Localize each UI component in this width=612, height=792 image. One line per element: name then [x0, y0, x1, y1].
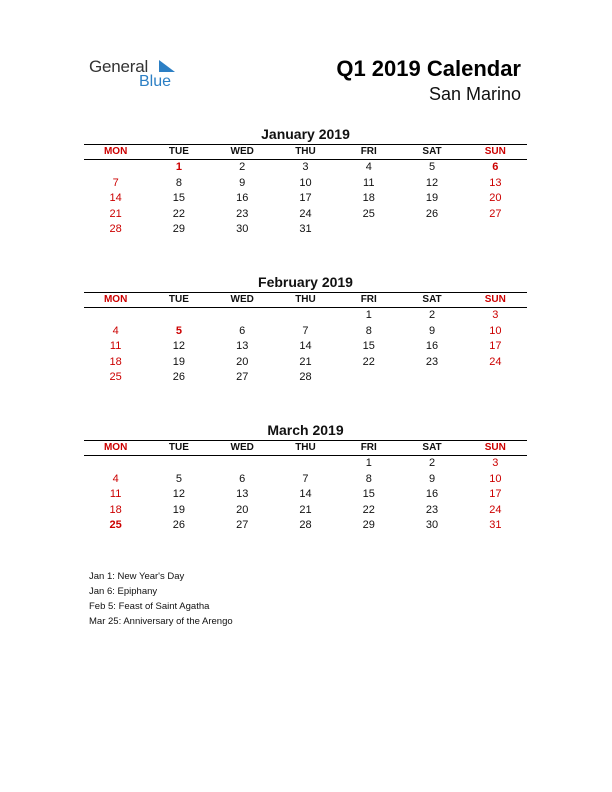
week-row	[84, 456, 527, 472]
weekday-label: TUE	[168, 146, 189, 157]
weekday-label: MON	[103, 146, 128, 157]
day-cell: 15	[172, 192, 186, 205]
month-title: January 2019	[261, 126, 350, 142]
weekday-label: WED	[230, 442, 254, 453]
day-cell: 21	[299, 503, 312, 516]
week-row	[84, 355, 527, 371]
weekday-label: THU	[295, 146, 316, 157]
day-cell: 11	[109, 488, 122, 501]
day-cell: 17	[299, 192, 312, 205]
day-cell: 10	[299, 176, 312, 189]
day-cell: 10	[489, 324, 502, 337]
day-cell: 23	[425, 503, 439, 516]
day-cell: 18	[362, 192, 375, 205]
month-grid	[84, 160, 527, 238]
logo-general: General	[89, 57, 149, 76]
day-cell: 3	[302, 161, 309, 173]
week-row	[84, 176, 527, 192]
weekday-label: SAT	[422, 442, 442, 453]
day-cell	[464, 222, 527, 238]
day-cell: 19	[425, 192, 439, 205]
day-cell: 11	[109, 340, 122, 353]
day-cell: 2	[428, 309, 436, 321]
day-cell	[337, 370, 400, 386]
weekday-label: THU	[295, 294, 316, 305]
weekday-label: FRI	[360, 294, 377, 305]
day-cell: 25	[362, 207, 375, 220]
day-cell: 1	[175, 161, 182, 173]
logo-flag-icon	[157, 59, 177, 73]
day-cell: 8	[365, 324, 372, 337]
day-cell: 23	[236, 207, 249, 220]
day-cell: 20	[236, 503, 249, 516]
day-cell: 21	[109, 207, 122, 220]
day-cell: 2	[239, 161, 246, 173]
day-cell: 8	[365, 472, 372, 485]
day-cell: 3	[492, 309, 499, 321]
day-cell: 31	[489, 519, 502, 532]
week-row	[84, 518, 527, 534]
day-cell: 22	[362, 355, 375, 368]
day-cell: 23	[425, 355, 439, 368]
day-cell	[147, 308, 210, 324]
weekday-label: MON	[103, 442, 128, 453]
holiday-notes	[89, 569, 233, 629]
day-cell: 12	[425, 176, 439, 189]
weekday-label: SUN	[484, 146, 506, 157]
day-cell: 4	[112, 472, 119, 485]
weekday-header	[84, 292, 527, 308]
day-cell: 27	[236, 519, 249, 532]
weekday-label: SAT	[422, 146, 442, 157]
day-cell: 30	[236, 223, 249, 236]
day-cell: 4	[112, 324, 119, 337]
day-cell: 18	[109, 355, 122, 368]
logo-blue: Blue	[139, 73, 172, 90]
week-row	[84, 222, 527, 238]
day-cell	[147, 456, 210, 472]
week-row	[84, 308, 527, 324]
day-cell	[211, 308, 274, 324]
day-cell: 3	[492, 457, 499, 469]
day-cell	[84, 160, 147, 176]
day-cell: 1	[365, 457, 372, 469]
day-cell: 5	[428, 161, 436, 173]
day-cell: 27	[489, 207, 502, 220]
weekday-label: TUE	[168, 442, 189, 453]
day-cell: 19	[172, 355, 186, 368]
day-cell: 6	[239, 324, 246, 337]
day-cell: 5	[175, 472, 182, 485]
day-cell: 16	[425, 340, 439, 353]
day-cell: 25	[109, 519, 122, 532]
day-cell: 14	[109, 192, 122, 205]
month-grid	[84, 308, 527, 386]
weekday-label: SUN	[484, 442, 506, 453]
day-cell: 4	[365, 161, 372, 173]
day-cell: 17	[489, 340, 502, 353]
day-cell: 12	[172, 340, 186, 353]
day-cell: 24	[299, 207, 312, 220]
weekday-label: MON	[103, 294, 128, 305]
day-cell	[400, 222, 463, 238]
month-title: February 2019	[258, 274, 353, 290]
day-cell: 16	[236, 192, 249, 205]
week-row	[84, 370, 527, 386]
week-row	[84, 191, 527, 207]
weekday-label: SAT	[422, 294, 442, 305]
day-cell: 9	[428, 324, 436, 337]
day-cell: 14	[299, 488, 312, 501]
day-cell: 11	[363, 176, 375, 189]
day-cell: 7	[302, 472, 309, 485]
day-cell: 15	[362, 488, 375, 501]
day-cell: 29	[362, 519, 375, 532]
page-subtitle: San Marino	[428, 84, 521, 104]
day-cell: 22	[362, 503, 375, 516]
day-cell: 24	[489, 503, 502, 516]
weekday-header	[84, 144, 527, 160]
day-cell: 27	[236, 371, 249, 384]
day-cell	[274, 456, 337, 472]
day-cell: 13	[489, 176, 502, 189]
weekday-label: FRI	[360, 442, 377, 453]
day-cell: 13	[236, 340, 249, 353]
weekday-label: WED	[230, 294, 254, 305]
day-cell: 22	[172, 207, 186, 220]
day-cell: 20	[489, 192, 502, 205]
day-cell: 26	[425, 207, 439, 220]
day-cell: 17	[489, 488, 502, 501]
day-cell	[211, 456, 274, 472]
day-cell: 2	[428, 457, 436, 469]
weekday-label: SUN	[484, 294, 506, 305]
day-cell: 13	[236, 488, 249, 501]
month-grid	[84, 456, 527, 534]
month-title: March 2019	[267, 422, 344, 438]
day-cell: 5	[175, 324, 182, 337]
week-row	[84, 339, 527, 355]
month-march	[84, 421, 527, 534]
day-cell: 7	[112, 176, 119, 189]
day-cell: 18	[109, 503, 122, 516]
weekday-label: THU	[295, 442, 316, 453]
day-cell	[274, 308, 337, 324]
day-cell: 21	[299, 355, 312, 368]
day-cell: 28	[299, 519, 312, 532]
day-cell	[464, 370, 527, 386]
day-cell: 6	[492, 161, 499, 173]
day-cell	[337, 222, 400, 238]
day-cell: 20	[236, 355, 249, 368]
day-cell: 26	[172, 519, 186, 532]
holiday-note: Mar 25: Anniversary of the Arengo	[89, 616, 233, 627]
month-january	[84, 125, 527, 238]
week-row	[84, 324, 527, 340]
weekday-label: TUE	[168, 294, 189, 305]
holiday-note: Feb 5: Feast of Saint Agatha	[89, 601, 210, 612]
day-cell: 7	[302, 324, 309, 337]
day-cell: 26	[172, 371, 186, 384]
day-cell: 29	[172, 223, 186, 236]
month-february	[84, 273, 527, 386]
page-title: Q1 2019 Calendar	[336, 56, 521, 81]
day-cell: 6	[239, 472, 246, 485]
week-row	[84, 503, 527, 519]
day-cell	[400, 370, 463, 386]
holiday-note: Jan 1: New Year's Day	[89, 571, 185, 582]
day-cell: 30	[425, 519, 439, 532]
day-cell: 28	[109, 223, 122, 236]
day-cell: 16	[425, 488, 439, 501]
day-cell: 9	[428, 472, 436, 485]
day-cell: 24	[489, 355, 502, 368]
weekday-label: FRI	[360, 146, 377, 157]
holiday-note: Jan 6: Epiphany	[89, 586, 158, 597]
weekday-header	[84, 440, 527, 456]
day-cell: 1	[365, 309, 372, 321]
day-cell: 10	[489, 472, 502, 485]
day-cell: 8	[175, 176, 182, 189]
week-row	[84, 160, 527, 176]
week-row	[84, 472, 527, 488]
day-cell: 14	[299, 340, 312, 353]
day-cell: 12	[172, 488, 186, 501]
day-cell	[84, 456, 147, 472]
week-row	[84, 487, 527, 503]
day-cell: 19	[172, 503, 186, 516]
day-cell: 31	[299, 223, 312, 236]
week-row	[84, 207, 527, 223]
day-cell: 28	[299, 371, 312, 384]
day-cell: 25	[109, 371, 122, 384]
logo	[89, 57, 189, 93]
day-cell	[84, 308, 147, 324]
day-cell: 9	[239, 176, 246, 189]
weekday-label: WED	[230, 146, 254, 157]
day-cell: 15	[362, 340, 375, 353]
